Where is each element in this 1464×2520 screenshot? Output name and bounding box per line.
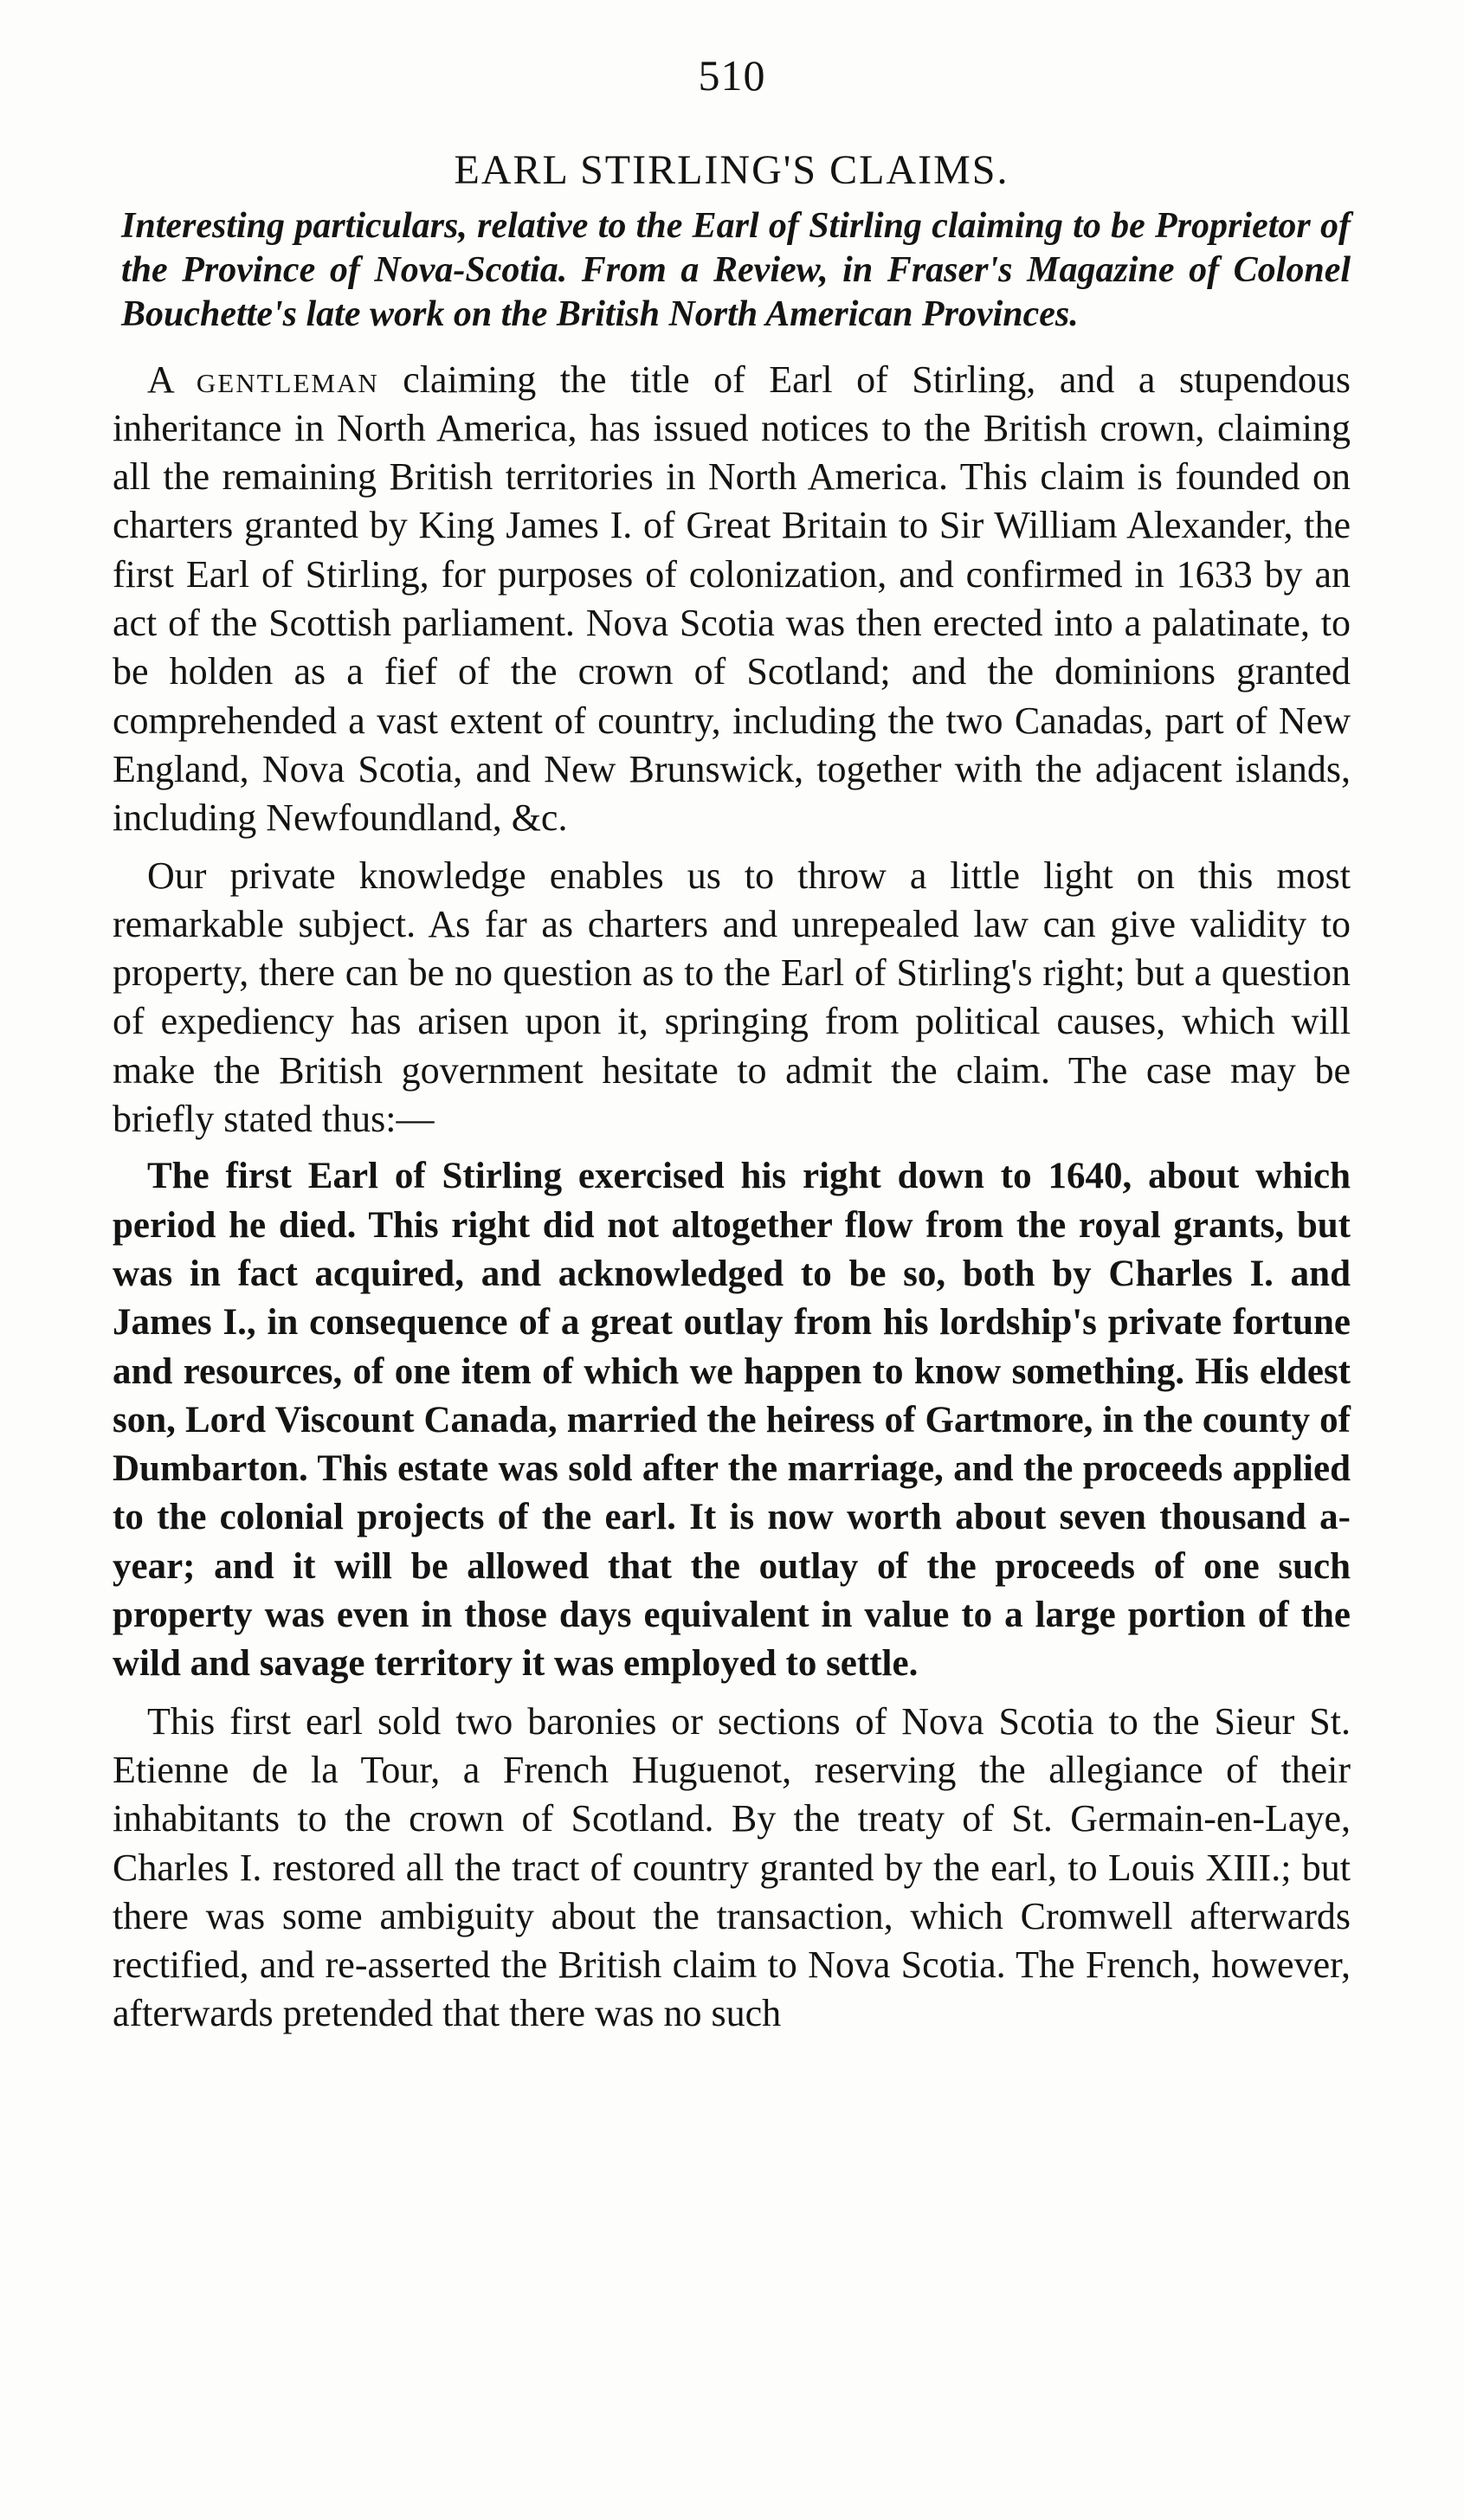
paragraph-2: Our private knowledge enables us to throw a little light on this most remarkable subject. As far as charters and unrepealed law can give validity to property, there can be no question as to the Earl of Stirling's right; but a question of expediency has arisen upon it, springing from political causes, which will make the British government hesitate to admit the claim. The case may be briefly stated thus:— (113, 854, 1351, 1141)
page-number: 510 (698, 51, 766, 100)
paragraph-3: The first Earl of Stirling exercised his right down to 1640, about which period he died. This right did not altogether flow from the royal grants, but was in fact acquired, and acknowledged to be so, both by Charles I. and James I., in consequence of a great outlay from his lordship's private fortune and resources, of one item of which we happen to know something. His eldest son, Lord Viscount Canada, married the heiress of Gartmore, in the county of Dumbarton. This estate was sold after the marriage, and the proceeds applied to the colonial projects of the earl. It is now worth about seven thousand a-year; and it will be allowed that the outlay of the proceeds of one such property was even in those days equivalent in value to a large portion of the wild and savage territory it was employed to settle. (113, 1156, 1351, 1685)
paragraph-1-lead-caps: gentleman (196, 358, 379, 401)
article-title: EARL STIRLING'S CLAIMS. (454, 147, 1009, 193)
article-subtitle: Interesting particulars, relative to the Earl of Stirling claiming to be Proprietor of the Province of Nova-Scotia. From a Review, in Fraser's Magazine of Colonel Bouchette's late work on the British North American Provinces. (121, 205, 1351, 334)
paragraph-4: This first earl sold two baronies or sections of Nova Scotia to the Sieur St. Etienne de la Tour, a French Huguenot, reserving the allegiance of their inhabitants to the crown of Scotland. By the treaty of St. Germain-en-Laye, Charles I. restored all the tract of country granted by the earl, to Louis XIII.; but there was some ambiguity about the transaction, which Cromwell afterwards rectified, and re-asserted the British claim to Nova Scotia. The French, however, afterwards pretended that there was no such (113, 1699, 1351, 2035)
text-column (113, 145, 1351, 2047)
paragraph-1-text: claiming the title of Earl of Stirling, and a stupendous inheritance in North America, has issued notices to the British crown, claiming all the remaining British territories in North America. This claim is founded on charters granted by King James I. of Great Britain to Sir William Alexander, the first Earl of Stirling, for purposes of colonization, and confirmed in 1633 by an act of the Scottish parliament. Nova Scotia was then erected into a palatinate, to be holden as a fief of the crown of Scotland; and the dominions granted comprehended a vast extent of country, including the two Canadas, part of New England, Nova Scotia, and New Brunswick, together with the adjacent islands, including Newfoundland, &c. (113, 358, 1351, 840)
paragraph-1-lead: A (147, 358, 173, 401)
paragraph-1 (113, 356, 1351, 843)
